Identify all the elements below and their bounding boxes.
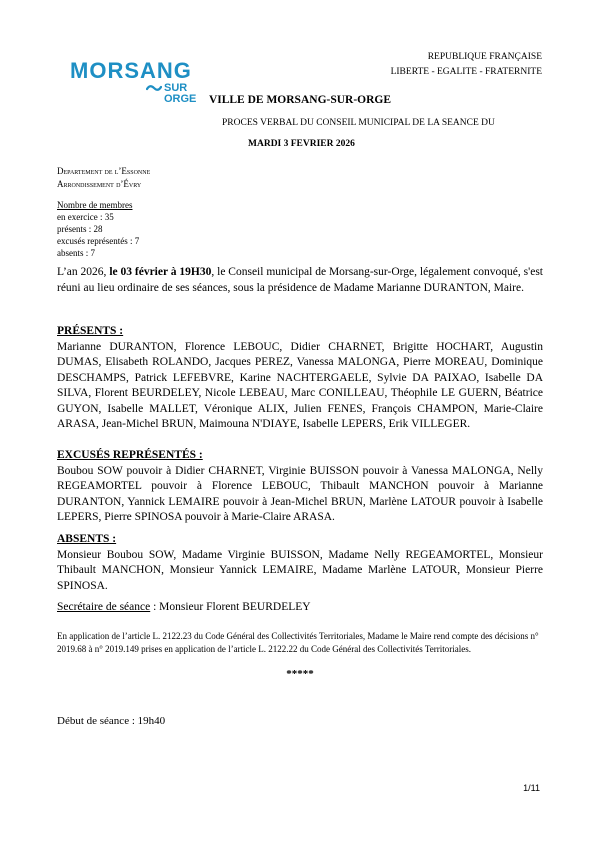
logo-sub-sur: SUR [164, 82, 188, 94]
republic-header [391, 50, 542, 80]
absents-heading: ABSENTS : [57, 533, 117, 545]
page-number: 1/11 [523, 783, 540, 793]
secretaire-value: : Monsieur Florent BEURDELEY [150, 601, 311, 613]
members-presents: présents : 28 [57, 224, 103, 234]
logo-sub-orge: ORGE [164, 93, 197, 105]
excuses-heading: EXCUSÉS REPRÉSENTÉS : [57, 449, 203, 461]
members-exercice: en exercice : 35 [57, 212, 114, 222]
secretaire-line [57, 600, 543, 616]
application-paragraph: En application de l’article L. 2122.23 du Code Général des Collectivités Territoriales, Madame le Maire rend compte des décisions n° 2019.68 à n° 2019.149 prises en application de l’article L. 2122.22 du Code Général des Collectivités Territoriales. [57, 631, 539, 654]
department-line: Departement de l’Essonne [57, 166, 151, 176]
members-absents: absents : 7 [57, 248, 95, 258]
members-excuses: excusés représentés : 7 [57, 236, 140, 246]
absents-section [57, 532, 543, 594]
presents-heading: PRÉSENTS : [57, 325, 124, 337]
excuses-section [57, 448, 543, 526]
separator-stars: ***** [286, 668, 314, 680]
intro-paragraph [57, 265, 543, 296]
arrondissement-line: Arrondissement d’Évry [57, 179, 142, 189]
presents-section [57, 324, 543, 433]
republic-line2: LIBERTE - EGALITE - FRATERNITE [390, 67, 542, 77]
session-start: Début de séance : 19h40 [57, 715, 166, 727]
session-date: MARDI 3 FEVRIER 2026 [248, 139, 355, 149]
intro-part2: , le Conseil municipal de Morsang-sur-Orge, légalement convoqué, s'est réuni au lieu ordinaire de ses séances, sous la présidence de Madame Marianne DURANTON, Maire. [57, 266, 544, 294]
presents-list: Marianne DURANTON, Florence LEBOUC, Didier CHARNET, Brigitte HOCHART, Augustin DUMAS, Elisabeth ROLANDO, Jacques PEREZ, Vanessa MALONGA, Pierre MOREAU, Dominique DESCHAMPS, Patrick LEFEBVRE, Karine NACHTERGAELE, Sylvie DA PAIXAO, Isabelle DA SILVA, Florent BEURDELEY, Nicole LEBEAU, Marc CONILLEAU, Théophile LE GUERN, Béatrice GUYON, Isabelle MALLET, Véronique ALIX, Julien FENES, François CHAMPON, Marie-Claire ARASA, Jean-Michel BRUN, Maimouna N'DIAYE, Isabelle LEPERS, Erik VILLEGER. [57, 340, 543, 430]
department-block [57, 165, 150, 191]
pv-title: PROCES VERBAL DU CONSEIL MUNICIPAL DE LA SEANCE DU [222, 118, 495, 128]
republic-line1: REPUBLIQUE FRANÇAISE [427, 52, 542, 62]
logo-swoosh-icon [146, 83, 162, 93]
secretaire-label: Secrétaire de séance [57, 601, 151, 613]
intro-part1: L’an 2026, [57, 266, 110, 278]
city-title: VILLE DE MORSANG-SUR-ORGE [208, 94, 392, 106]
members-block [57, 199, 139, 259]
excuses-list: Boubou SOW pouvoir à Didier CHARNET, Virginie BUISSON pouvoir à Vanessa MALONGA, Nelly REGEAMORTEL pouvoir à Florence LEBOUC, Thibault MANCHON pouvoir à Marianne DURANTON, Yannick LEMAIRE pouvoir à Jean-Michel BRUN, Marlène LATOUR pouvoir à Isabelle LEPERS, Pierre SPINOSA pouvoir à Marie-Claire ARASA. [57, 464, 543, 523]
logo-wordmark: MORSANG [70, 58, 192, 83]
intro-date-bold: le 03 février à 19H30 [109, 266, 212, 278]
absents-list: Monsieur Boubou SOW, Madame Virginie BUISSON, Madame Nelly REGEAMORTEL, Monsieur Thibault MANCHON, Monsieur Yannick LEMAIRE, Madame Marlène LATOUR, Monsieur Pierre SPINOSA. [57, 548, 543, 592]
members-title: Nombre de membres [57, 200, 133, 210]
